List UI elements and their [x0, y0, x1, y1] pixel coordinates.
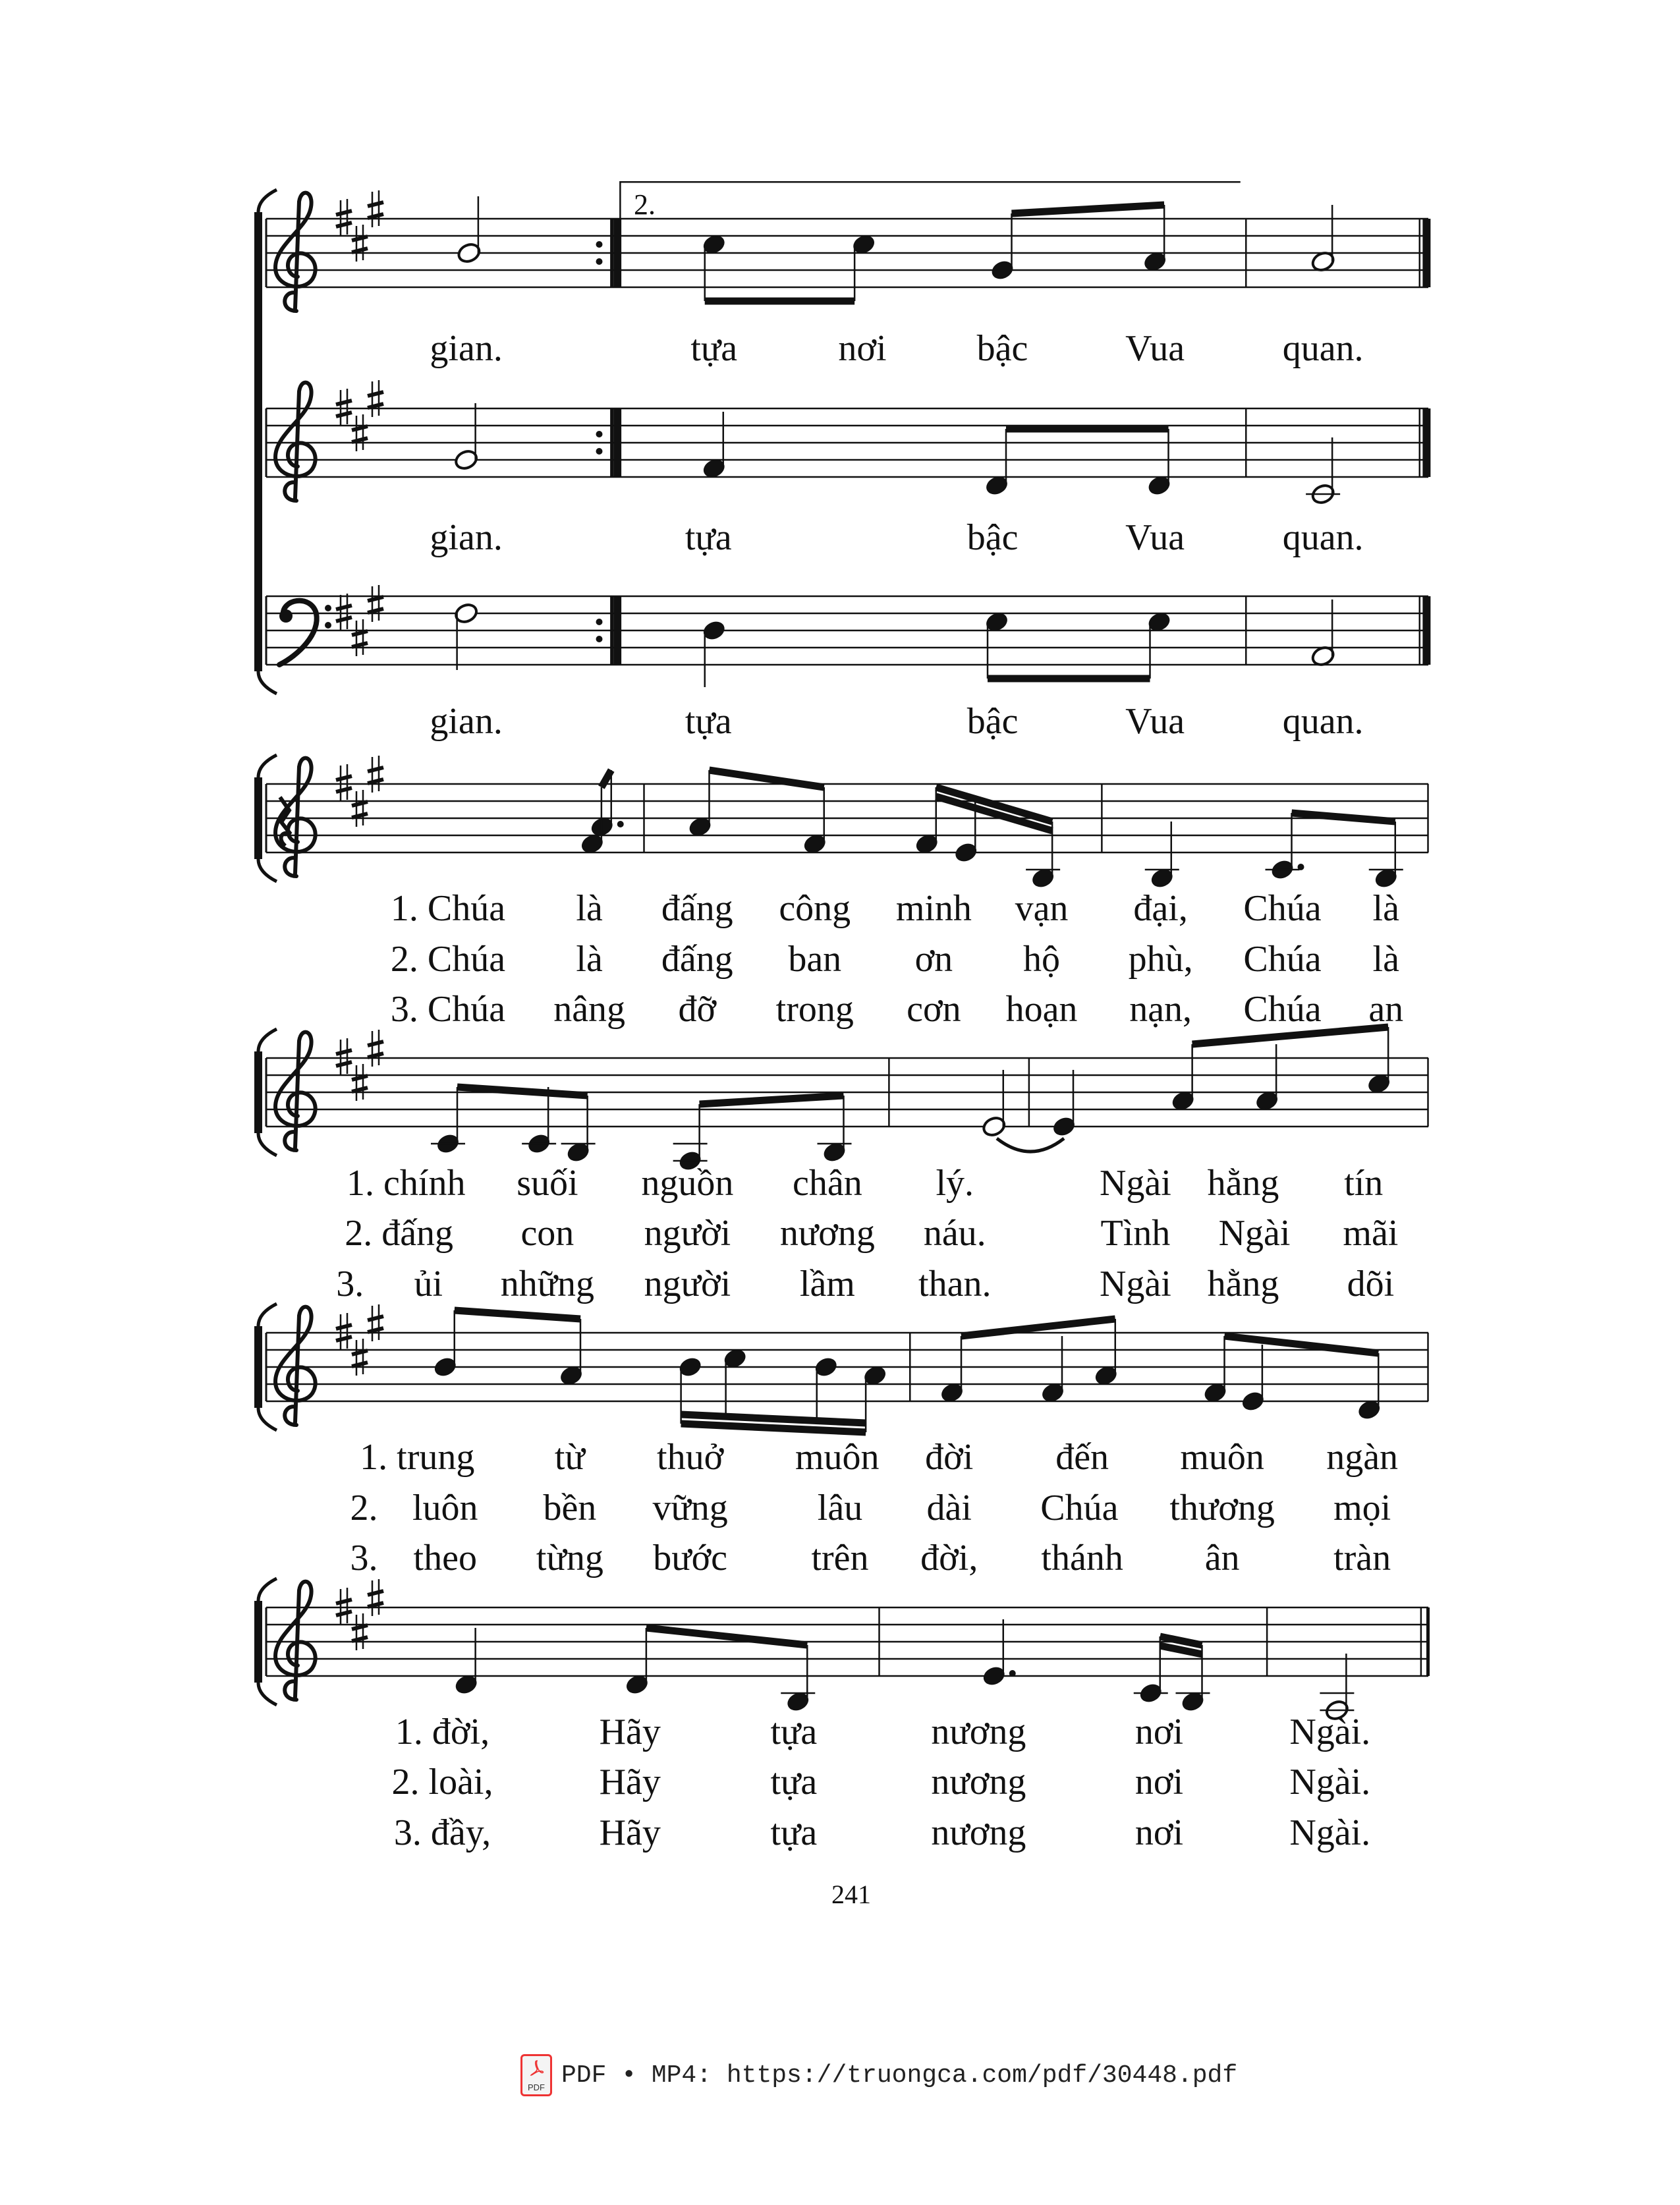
sharp-icon-bar [368, 1042, 383, 1057]
sharp-icon [356, 414, 363, 451]
lyric-syllable: Ngài [1099, 1162, 1171, 1204]
sharp-icon [356, 619, 363, 656]
lyric-syllable: nơi [1134, 1812, 1184, 1853]
acrobat-symbol-icon [529, 2059, 545, 2077]
lyric-syllable: mãi [1343, 1213, 1399, 1254]
lyric-syllable: là [1372, 938, 1399, 980]
sharp-icon [372, 1304, 379, 1341]
lyric-syllable: 3. Chúa [390, 989, 506, 1030]
lyric-syllable: là [1372, 888, 1399, 930]
sharp-icon [372, 190, 379, 227]
lyric-syllable: nương [779, 1213, 875, 1254]
lyric-syllable: ân [1204, 1538, 1240, 1579]
sharp-icon-bar [352, 1625, 368, 1641]
lyric-syllable: trong [775, 989, 854, 1030]
sharp-icon [356, 790, 363, 827]
bracket-hook [258, 190, 277, 212]
lyric-syllable: muôn [1180, 1437, 1264, 1478]
sharp-icon [372, 1030, 379, 1067]
sharp-icon [356, 225, 363, 262]
dot [1298, 864, 1304, 870]
lyric-syllable: đấng [661, 938, 733, 980]
lyric-syllable: nâng [553, 989, 626, 1030]
lyric-syllable: từ [554, 1437, 585, 1478]
sharp-icon [341, 764, 347, 801]
lyric-syllable: suối [517, 1162, 578, 1204]
lyric-syllable: hoạn [1005, 989, 1078, 1030]
lyric-syllable: hộ [1023, 938, 1060, 980]
lyric-syllable: hằng [1207, 1263, 1279, 1304]
lyric-syllable: bậc [966, 700, 1019, 742]
repeat-dot [596, 241, 603, 248]
lyric-syllable: hằng [1207, 1162, 1279, 1204]
lyric-syllable: là [576, 888, 603, 930]
treble-clef-icon [275, 1582, 316, 1700]
lyric-syllable: đến [1055, 1437, 1109, 1478]
lyric-syllable: muôn [795, 1437, 880, 1478]
volta-ending-label: 2. [634, 188, 656, 221]
beam [1012, 205, 1165, 213]
lyric-syllable: 2. [350, 1487, 378, 1528]
lyric-syllable: lâu [817, 1487, 863, 1528]
sharp-icon [341, 1313, 347, 1350]
lyric-syllable: Ngài. [1289, 1711, 1371, 1752]
lyric-syllable: 2. loài, [391, 1762, 493, 1803]
lyric-syllable: Vua [1125, 700, 1185, 742]
sharp-icon-bar [352, 1076, 368, 1092]
lyric-syllable: mọi [1333, 1487, 1391, 1528]
sharp-icon-bar [352, 1351, 368, 1366]
bass-clef-dot [325, 622, 331, 628]
dot [617, 821, 624, 827]
sharp-icon [341, 199, 347, 236]
sharp-icon-bar [368, 392, 383, 408]
lyric-syllable: vạn [1015, 888, 1069, 930]
lyric-syllable: nơi [838, 328, 887, 370]
page-number: 241 [831, 1880, 871, 1909]
sharp-icon [341, 1588, 347, 1625]
lyric-syllable: người [644, 1263, 731, 1304]
sharp-icon-bar [368, 597, 383, 613]
lyric-syllable: tựa [770, 1762, 818, 1803]
volta-bracket [620, 182, 1240, 219]
lyric-syllable: dõi [1347, 1263, 1395, 1304]
lyric-syllable: 2. đấng [345, 1213, 454, 1254]
bracket-hook [258, 1578, 277, 1601]
lyric-syllable: luôn [412, 1487, 478, 1528]
bracket-hook [258, 1029, 277, 1051]
repeat-dot [596, 258, 603, 265]
lyric-syllable: cơn [907, 989, 961, 1030]
sharp-icon [341, 389, 347, 426]
lyric-syllable: Hãy [599, 1711, 661, 1752]
lyric-syllable: tựa [685, 517, 732, 559]
sharp-icon-bar [368, 1591, 383, 1607]
sharp-icon [356, 1613, 363, 1650]
footer-text[interactable]: PDF • MP4: https://truongca.com/pdf/30448.pdf [561, 2061, 1238, 2090]
treble-clef-icon [275, 383, 316, 501]
lyric-syllable: lầm [799, 1263, 855, 1304]
lyric-syllable: con [520, 1213, 574, 1254]
dot [1009, 1670, 1016, 1677]
lyric-syllable: bền [543, 1487, 597, 1528]
lyric-syllable: tựa [690, 328, 738, 370]
lyric-syllable: Ngài [1099, 1263, 1171, 1304]
lyric-syllable: chân [793, 1162, 862, 1204]
pdf-icon-label: PDF [528, 2082, 545, 2092]
sharp-icon [372, 756, 379, 793]
lyric-syllable: 1. trung [360, 1437, 475, 1478]
lyric-syllable: công [779, 888, 851, 930]
lyric-syllable: đời [925, 1437, 974, 1478]
lyric-syllable: thuở [657, 1437, 724, 1478]
bracket-hook [258, 1408, 277, 1430]
lyric-syllable: Hãy [599, 1762, 661, 1803]
lyric-syllable: nơi [1134, 1711, 1184, 1752]
bracket-hook [258, 1683, 277, 1705]
lyric-syllable: đấng [661, 888, 733, 930]
lyric-syllable: tựa [770, 1812, 818, 1853]
lyric-syllable: Vua [1125, 328, 1185, 370]
treble-clef-icon [275, 758, 316, 876]
lyric-syllable: nguồn [641, 1162, 734, 1204]
lyric-syllable: dài [926, 1487, 972, 1528]
sharp-icon-bar [368, 202, 383, 218]
lyric-syllable: Ngài. [1289, 1812, 1371, 1853]
pdf-file-icon [520, 2054, 552, 2096]
lyric-syllable: ngàn [1326, 1437, 1399, 1478]
lyric-syllable: vững [652, 1487, 728, 1528]
sharp-icon [341, 594, 347, 630]
lyric-syllable: 1. Chúa [390, 888, 506, 930]
lyric-syllable: ơn [914, 938, 953, 980]
lyric-syllable: 3. [350, 1538, 378, 1579]
sharp-icon-bar [368, 1316, 383, 1332]
lyric-syllable: nơi [1134, 1762, 1184, 1803]
sharp-icon [341, 1038, 347, 1075]
repeat-dot [596, 431, 603, 437]
bracket-hook [258, 1133, 277, 1156]
tie [997, 1138, 1064, 1152]
lyric-syllable: phù, [1128, 938, 1193, 980]
lyric-syllable: Hãy [599, 1812, 661, 1853]
lyric-syllable: Chúa [1243, 989, 1322, 1030]
lyric-syllable: những [500, 1263, 595, 1304]
treble-clef-icon [275, 193, 316, 311]
sharp-icon-bar [352, 631, 368, 647]
lyric-syllable: 3. [336, 1263, 364, 1304]
lyric-syllable: 1. chính [347, 1162, 466, 1204]
lyric-syllable: đời, [920, 1538, 978, 1579]
bracket-hook [258, 1304, 277, 1326]
lyric-syllable: là [576, 938, 603, 980]
lyric-syllable: bậc [966, 517, 1019, 559]
lyric-syllable: quan. [1282, 700, 1364, 742]
lyric-syllable: an [1368, 989, 1404, 1030]
lyric-syllable: thánh [1041, 1538, 1123, 1579]
beam [1292, 813, 1395, 822]
sharp-icon [372, 380, 379, 417]
footer-link[interactable] [520, 2054, 1237, 2096]
lyric-syllable: đỡ [678, 989, 717, 1030]
lyric-syllable: Tình [1100, 1213, 1171, 1254]
lyric-syllable: gian. [430, 328, 503, 370]
lyric-syllable: 3. đầy, [393, 1812, 491, 1853]
bracket-hook [258, 859, 277, 881]
lyric-syllable: gian. [430, 517, 503, 559]
lyric-syllable: lý. [936, 1162, 974, 1204]
lyric-syllable: Ngài. [1289, 1762, 1371, 1803]
sharp-icon [356, 1064, 363, 1101]
lyric-syllable: tựa [685, 700, 732, 742]
lyric-syllable: than. [918, 1263, 992, 1304]
lyric-syllable: tràn [1333, 1538, 1391, 1579]
lyric-syllable: nạn, [1129, 989, 1192, 1030]
lyric-syllable: tựa [770, 1711, 818, 1752]
lyric-syllable: trên [811, 1538, 869, 1579]
sharp-icon-bar [368, 768, 383, 783]
lyric-syllable: gian. [430, 700, 503, 742]
lyric-syllable: từng [536, 1538, 603, 1579]
lyric-syllable: 1. đời, [395, 1711, 490, 1752]
lyric-syllable: Ngài [1218, 1213, 1291, 1254]
sharp-icon-bar [352, 802, 368, 818]
bass-clef-dot [279, 609, 293, 623]
lyric-syllable: bậc [976, 328, 1028, 370]
lyric-syllable: thương [1169, 1487, 1275, 1528]
bracket-hook [258, 755, 277, 777]
lyric-syllable: 2. Chúa [390, 938, 506, 980]
lyric-syllable: náu. [923, 1213, 986, 1254]
treble-clef-icon [275, 1307, 316, 1425]
lyric-syllable: đại, [1133, 888, 1188, 930]
lyric-syllable: ủi [414, 1263, 443, 1304]
sharp-icon [372, 585, 379, 622]
lyric-syllable: Vua [1125, 517, 1185, 559]
repeat-dot [596, 448, 603, 455]
beam [455, 1310, 580, 1319]
bass-clef-dot [325, 605, 331, 611]
lyric-syllable: theo [413, 1538, 477, 1579]
lyric-syllable: quan. [1282, 328, 1364, 370]
bracket-hook [258, 671, 277, 694]
treble-clef-icon [275, 1032, 316, 1150]
repeat-dot [596, 619, 603, 625]
sharp-icon [372, 1579, 379, 1616]
lyric-syllable: tín [1344, 1162, 1384, 1204]
lyric-syllable: bước [653, 1538, 728, 1579]
lyric-syllable: nương [931, 1762, 1026, 1803]
lyric-syllable: người [644, 1213, 731, 1254]
lyric-syllable: nương [931, 1812, 1026, 1853]
sharp-icon-bar [352, 426, 368, 442]
lyric-syllable: minh [895, 888, 972, 930]
lyric-syllable: quan. [1282, 517, 1364, 559]
beam [457, 1087, 588, 1096]
sharp-icon [356, 1339, 363, 1376]
lyric-syllable: ban [788, 938, 842, 980]
sharp-icon-bar [352, 237, 368, 252]
beam [700, 1096, 844, 1104]
lyric-syllable: Chúa [1040, 1487, 1119, 1528]
lyric-syllable: Chúa [1243, 938, 1322, 980]
lyric-syllable: Chúa [1243, 888, 1322, 930]
repeat-dot [596, 636, 603, 642]
lyric-syllable: nương [931, 1711, 1026, 1752]
